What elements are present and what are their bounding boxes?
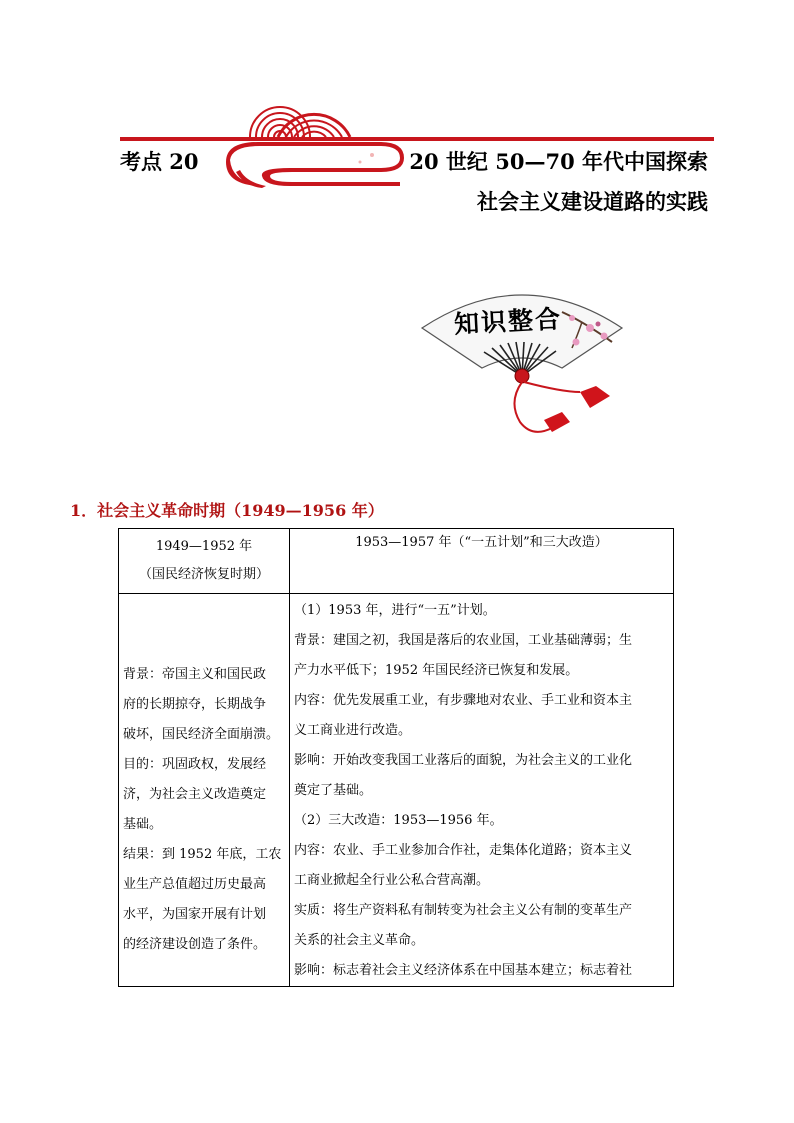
left-line: 目的：巩固政权，发展经 xyxy=(123,757,267,772)
right-line: 背景：建国之初，我国是落后的农业国，工业基础薄弱；生 xyxy=(294,633,633,648)
right-line: 实质：将生产资料私有制转变为社会主义公有制的变革生产 xyxy=(294,903,633,918)
fan-label: 知识整合 xyxy=(453,304,563,339)
left-line: 基础。 xyxy=(123,817,163,832)
right-line: 内容：农业、手工业参加合作社，走集体化道路；资本主义 xyxy=(294,843,633,858)
right-line: （2）三大改造：1953—1956 年。 xyxy=(294,813,503,828)
right-line: 影响：开始改变我国工业落后的面貌，为社会主义的工业化 xyxy=(294,753,633,768)
title-banner xyxy=(0,0,794,240)
col2-header-text: 1953—1957 年（“一五计划”和三大改造） xyxy=(355,535,608,550)
left-line: 水平，为国家开展有计划 xyxy=(123,907,267,922)
col1-header xyxy=(119,529,290,594)
right-line: 奠定了基础。 xyxy=(294,783,373,798)
col2-header xyxy=(290,529,674,594)
left-line: 结果：到 1952 年底，工农 xyxy=(123,847,282,862)
revolution-period-table xyxy=(118,528,674,1006)
right-line: 产力水平低下；1952 年国民经济已恢复和发展。 xyxy=(294,663,579,678)
right-line: 内容：优先发展重工业，有步骤地对农业、手工业和资本主 xyxy=(294,693,633,708)
section-heading: 1．社会主义革命时期（1949—1956 年） xyxy=(70,501,384,520)
col1-header-line2: （国民经济恢复时期） xyxy=(138,567,269,582)
left-line: 济，为社会主义改造奠定 xyxy=(123,787,267,802)
right-line: 影响：标志着社会主义经济体系在中国基本建立；标志着社 xyxy=(294,963,633,978)
fan-icon xyxy=(412,272,632,442)
left-line: 业生产总值超过历史最高 xyxy=(123,877,267,892)
topic-number: 考点 20 xyxy=(120,149,199,174)
right-line: 工商业掀起全行业公私合营高潮。 xyxy=(294,873,490,888)
table-row xyxy=(119,594,674,987)
right-line: 义工商业进行改造。 xyxy=(294,723,412,738)
table-header-row xyxy=(119,529,674,594)
knowledge-fan-graphic xyxy=(412,272,632,442)
content-table xyxy=(118,528,674,987)
right-line: （1）1953 年，进行“一五”计划。 xyxy=(294,603,496,618)
page-title-line-2: 社会主义建设道路的实践 xyxy=(477,189,708,214)
left-line: 的经济建设创造了条件。 xyxy=(123,937,267,952)
left-line: 破坏，国民经济全面崩溃。 xyxy=(123,727,280,742)
left-cell-content xyxy=(119,594,290,987)
right-cell-content xyxy=(290,594,674,987)
col1-header-line1: 1949—1952 年 xyxy=(155,539,253,554)
page-title-line-1: 20 世纪 50—70 年代中国探索 xyxy=(409,149,708,174)
left-line: 背景：帝国主义和国民政 xyxy=(123,667,267,682)
left-line: 府的长期掠夺，长期战争 xyxy=(123,697,267,712)
right-line: 关系的社会主义革命。 xyxy=(294,933,425,948)
